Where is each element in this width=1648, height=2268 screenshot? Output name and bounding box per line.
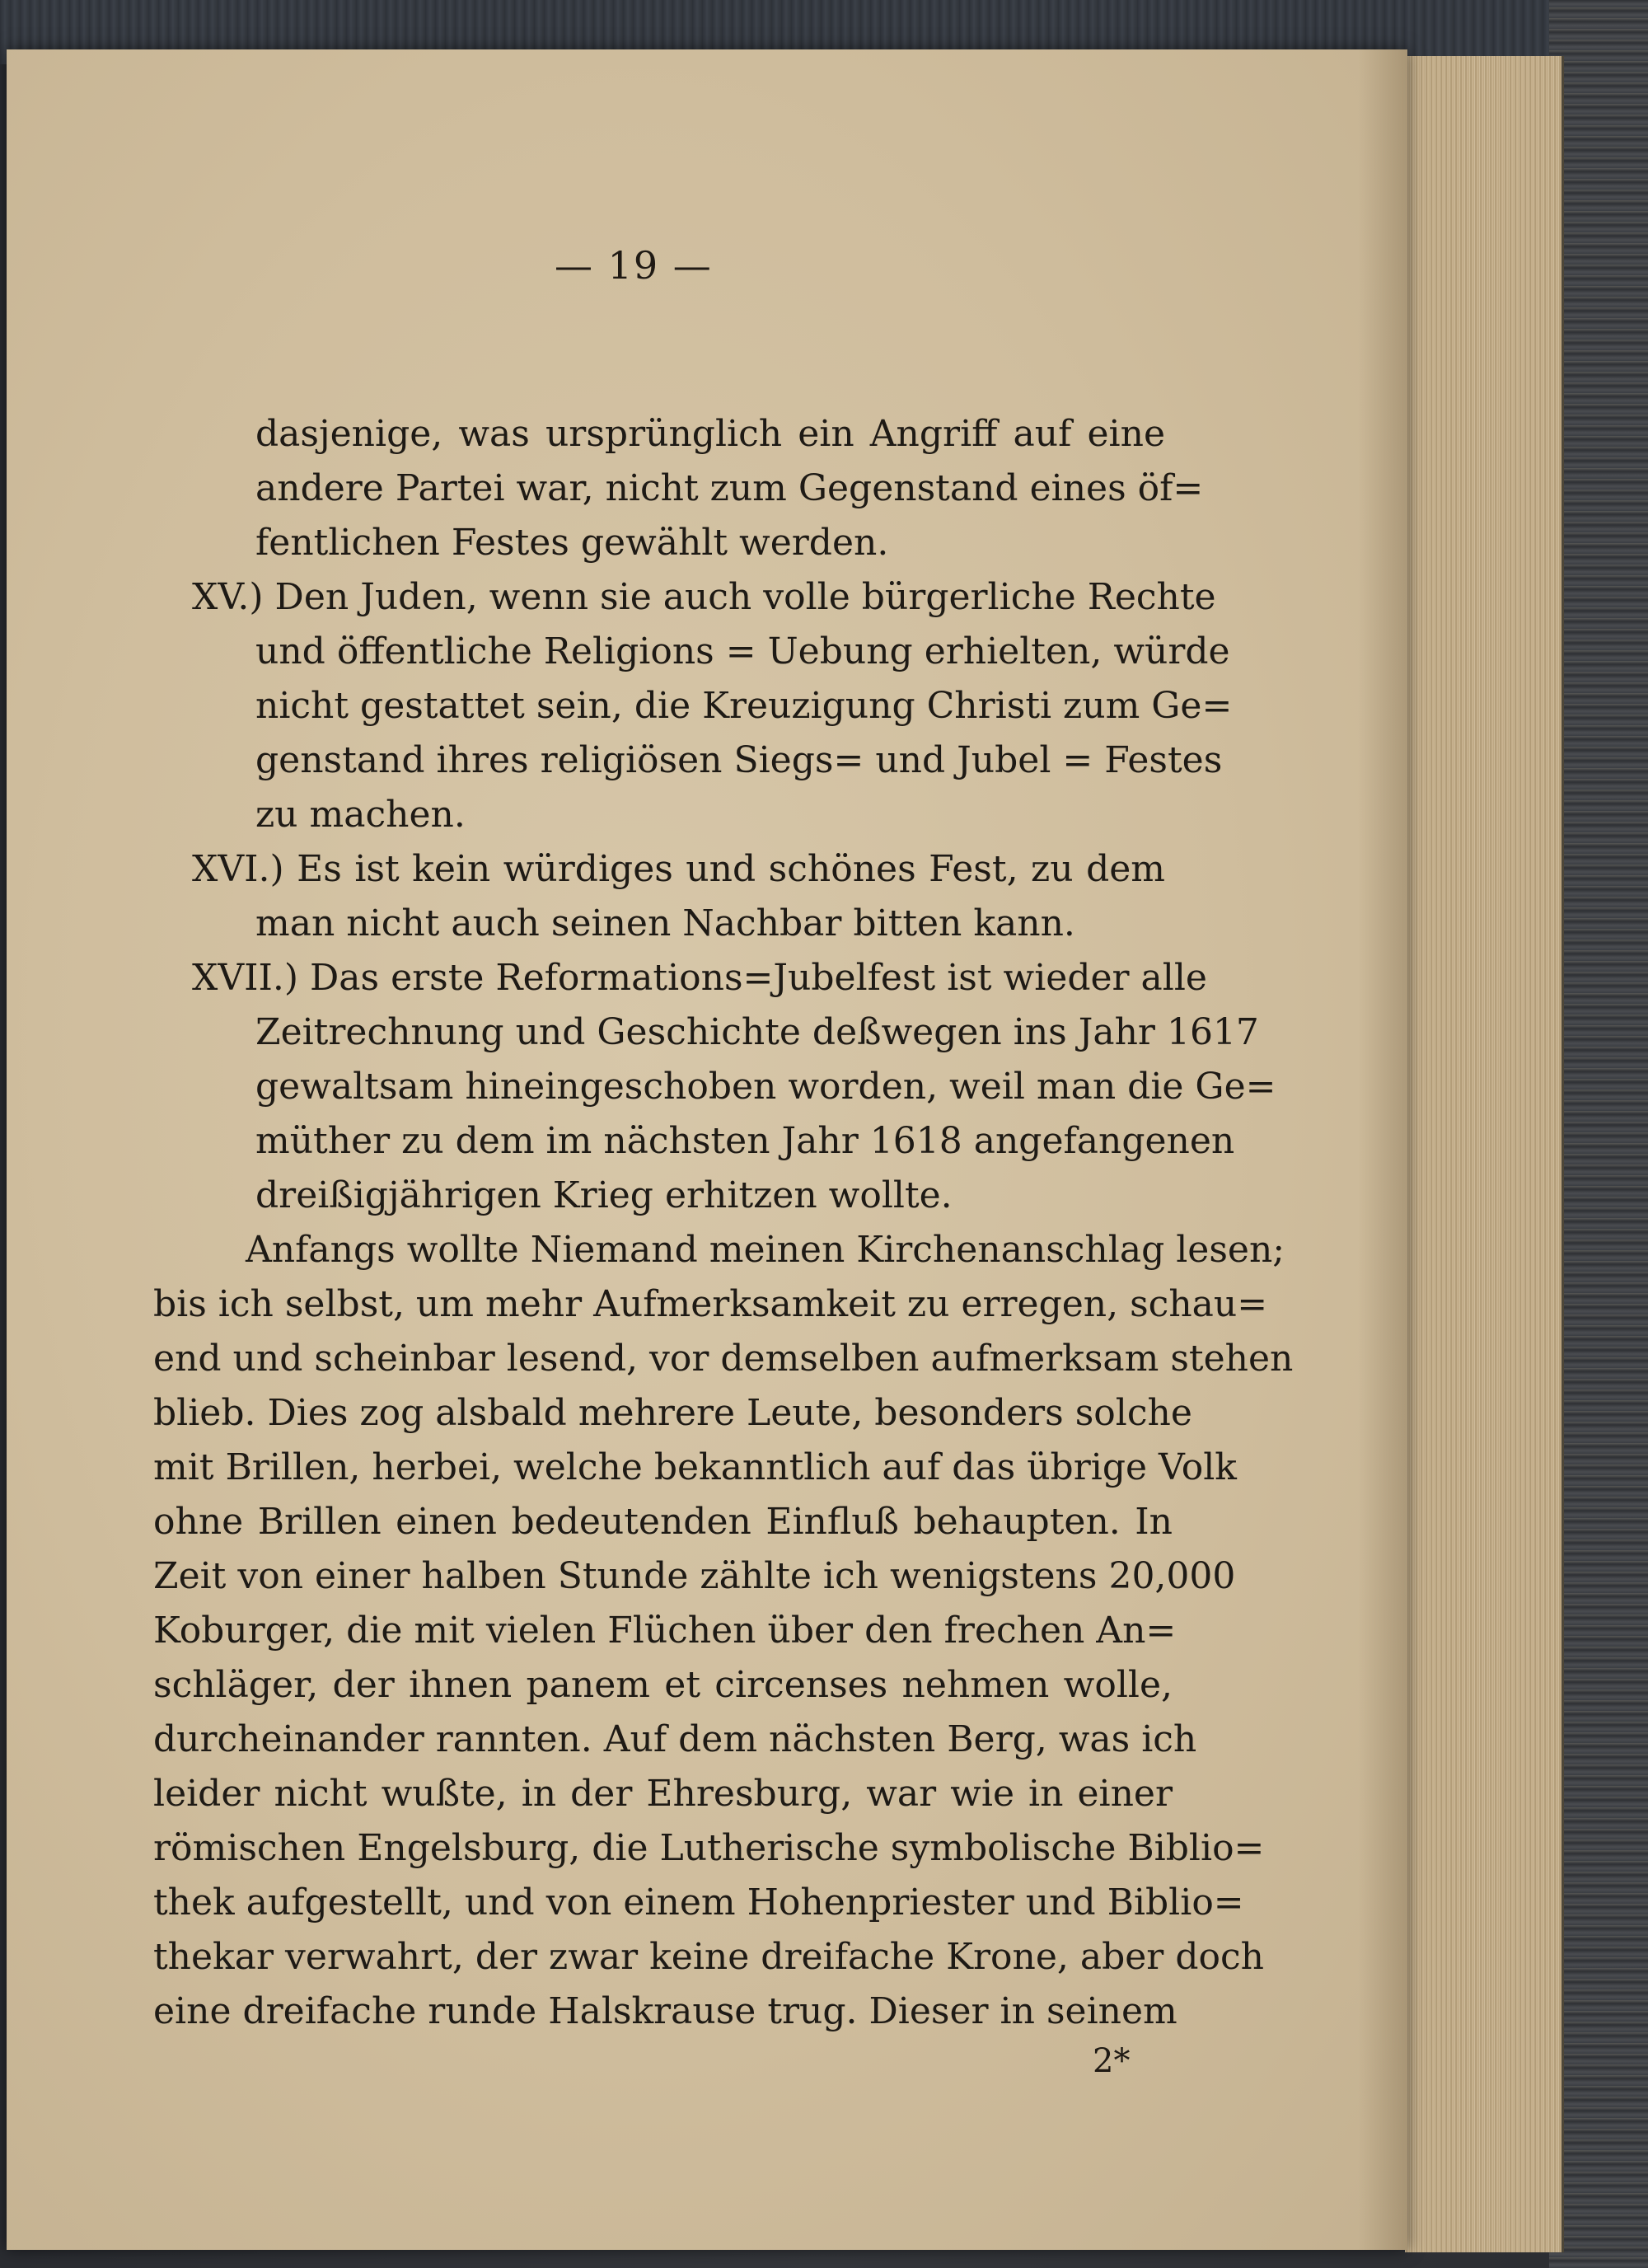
text-line: XVI.) Es ist kein würdiges und schönes Fest, zu dem	[192, 848, 1165, 890]
page-text	[7, 49, 1407, 2250]
page-edges	[1405, 56, 1564, 2252]
book-cover-edge	[1549, 0, 1648, 2268]
page-number: — 19 —	[555, 243, 713, 288]
text-line: bis ich selbst, um mehr Aufmerksamkeit zu erregen, schau=	[153, 1283, 1268, 1325]
text-line: Zeit von einer halben Stunde zählte ich wenigstens 20,000	[153, 1555, 1236, 1597]
text-line: ohne Brillen einen bedeutenden Einfluß behaupten. In	[153, 1501, 1173, 1543]
text-line: fentlichen Festes gewählt werden.	[255, 522, 889, 564]
text-line: zu machen.	[255, 794, 466, 836]
text-line: römischen Engelsburg, die Lutherische symbolische Biblio=	[153, 1827, 1265, 1869]
text-line: Zeitrechnung und Geschichte deßwegen ins Jahr 1617	[255, 1011, 1259, 1053]
book-page	[7, 49, 1407, 2250]
text-line: gewaltsam hineingeschoben worden, weil man die Ge=	[255, 1066, 1276, 1108]
text-line: XV.) Den Juden, wenn sie auch volle bürgerliche Rechte	[192, 576, 1216, 618]
text-line: mit Brillen, herbei, welche bekanntlich auf das übrige Volk	[153, 1446, 1237, 1488]
text-line: thekar verwahrt, der zwar keine dreifache Krone, aber doch	[153, 1936, 1264, 1978]
text-line: dreißigjährigen Krieg erhitzen wollte.	[255, 1174, 953, 1216]
text-line: blieb. Dies zog alsbald mehrere Leute, besonders solche	[153, 1392, 1192, 1434]
text-line: end und scheinbar lesend, vor demselben aufmerksam stehen	[153, 1338, 1294, 1380]
text-line: thek aufgestellt, und von einem Hohenpriester und Biblio=	[153, 1881, 1244, 1924]
text-line: schläger, der ihnen panem et circenses nehmen wolle,	[153, 1664, 1173, 1706]
text-line: genstand ihres religiösen Siegs= und Jubel = Festes	[255, 739, 1223, 781]
text-line: dasjenige, was ursprünglich ein Angriff auf eine	[255, 413, 1165, 455]
text-line: andere Partei war, nicht zum Gegenstand eines öf=	[255, 467, 1204, 509]
text-line: Anfangs wollte Niemand meinen Kirchenanschlag lesen;	[246, 1229, 1285, 1271]
text-line: müther zu dem im nächsten Jahr 1618 angefangenen	[255, 1120, 1235, 1162]
text-line: leider nicht wußte, in der Ehresburg, war wie in einer	[153, 1773, 1173, 1815]
text-line: eine dreifache runde Halskrause trug. Dieser in seinem	[153, 1990, 1177, 2032]
text-line: Koburger, die mit vielen Flüchen über den frechen An=	[153, 1610, 1177, 1652]
text-line: durcheinander rannten. Auf dem nächsten Berg, was ich	[153, 1718, 1197, 1760]
text-line: man nicht auch seinen Nachbar bitten kann.	[255, 902, 1075, 944]
text-line: XVII.) Das erste Reformations=Jubelfest ist wieder alle	[192, 957, 1207, 999]
signature-mark: 2*	[1093, 2042, 1131, 2080]
text-line: nicht gestattet sein, die Kreuzigung Christi zum Ge=	[255, 685, 1233, 727]
text-line: und öffentliche Religions = Uebung erhielten, würde	[255, 630, 1230, 672]
